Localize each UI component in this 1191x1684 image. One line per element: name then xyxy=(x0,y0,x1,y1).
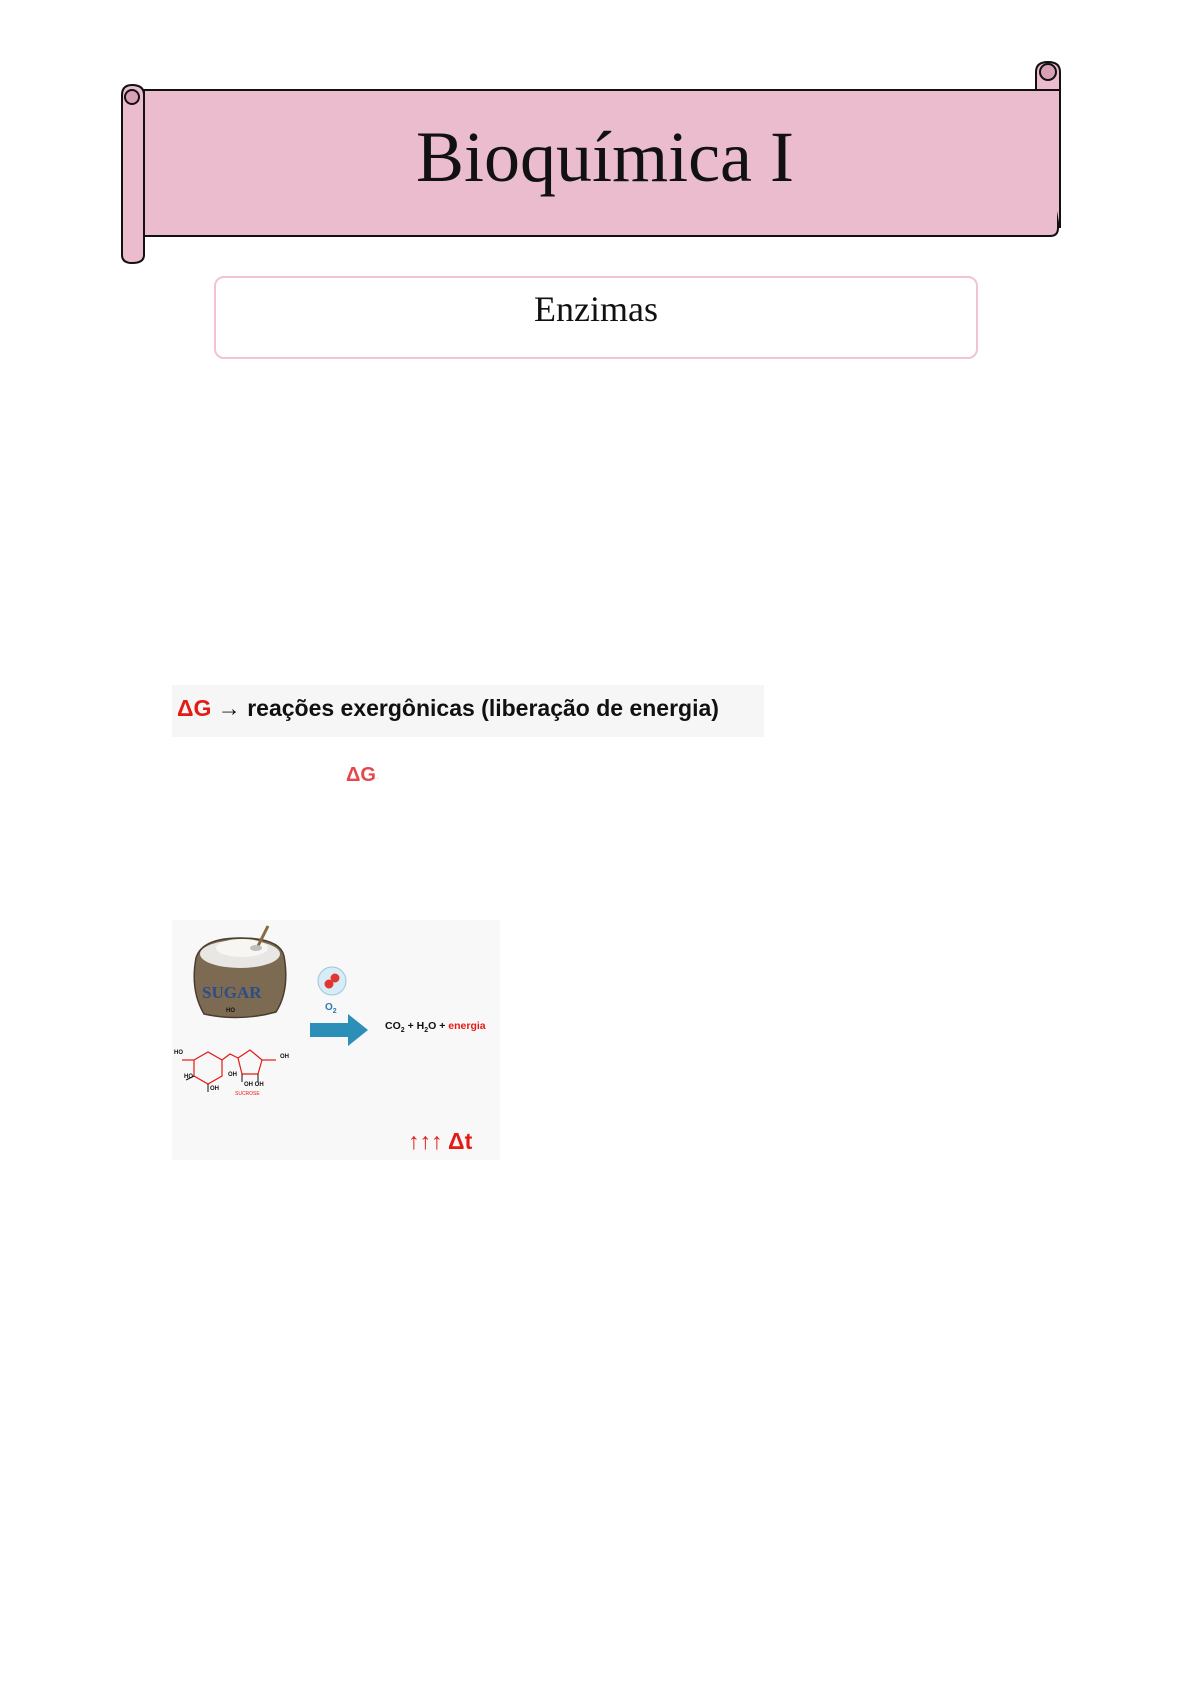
slide-snippet-exergonic xyxy=(172,685,764,737)
delta-g-symbol-2: ΔG xyxy=(346,764,376,786)
sack-label: SUGAR xyxy=(202,983,262,1002)
energy-word: energia xyxy=(448,1020,486,1032)
exergonic-text: → reações exergônicas (liberação de energia) xyxy=(211,695,719,721)
reaction-arrow xyxy=(310,1014,368,1046)
subtitle-box xyxy=(214,276,978,359)
delta-g-symbol: ΔG xyxy=(177,695,212,721)
oh-label-4: OH xyxy=(280,1054,289,1060)
sucrose-label: SUCROSE xyxy=(235,1091,260,1097)
slide-snippet-sugar-oxidation xyxy=(172,920,500,1160)
reaction-products: $CO_2 + H_2O$ + energia xyxy=(385,1020,486,1035)
oh-label-1: OH xyxy=(228,1072,237,1078)
sugar-sack-illustration xyxy=(172,920,500,1160)
subtitle: Enzimas xyxy=(534,289,658,329)
oh-label-2: OH xyxy=(210,1086,219,1092)
oh-label-3: OH OH xyxy=(244,1082,264,1088)
dot-mark: · xyxy=(375,773,380,784)
page-title: Bioquímica I xyxy=(416,117,794,197)
ho-label-1: HO xyxy=(226,1008,235,1014)
exergonic-line xyxy=(177,695,719,722)
o2-label: $O_2$ xyxy=(325,1002,337,1015)
arrows-delta-t: ↑↑↑ Δt xyxy=(408,1128,473,1154)
ho-label-3: HO xyxy=(184,1074,193,1080)
delta-g-fragment xyxy=(346,764,379,787)
ho-label-2: HO xyxy=(174,1050,183,1056)
